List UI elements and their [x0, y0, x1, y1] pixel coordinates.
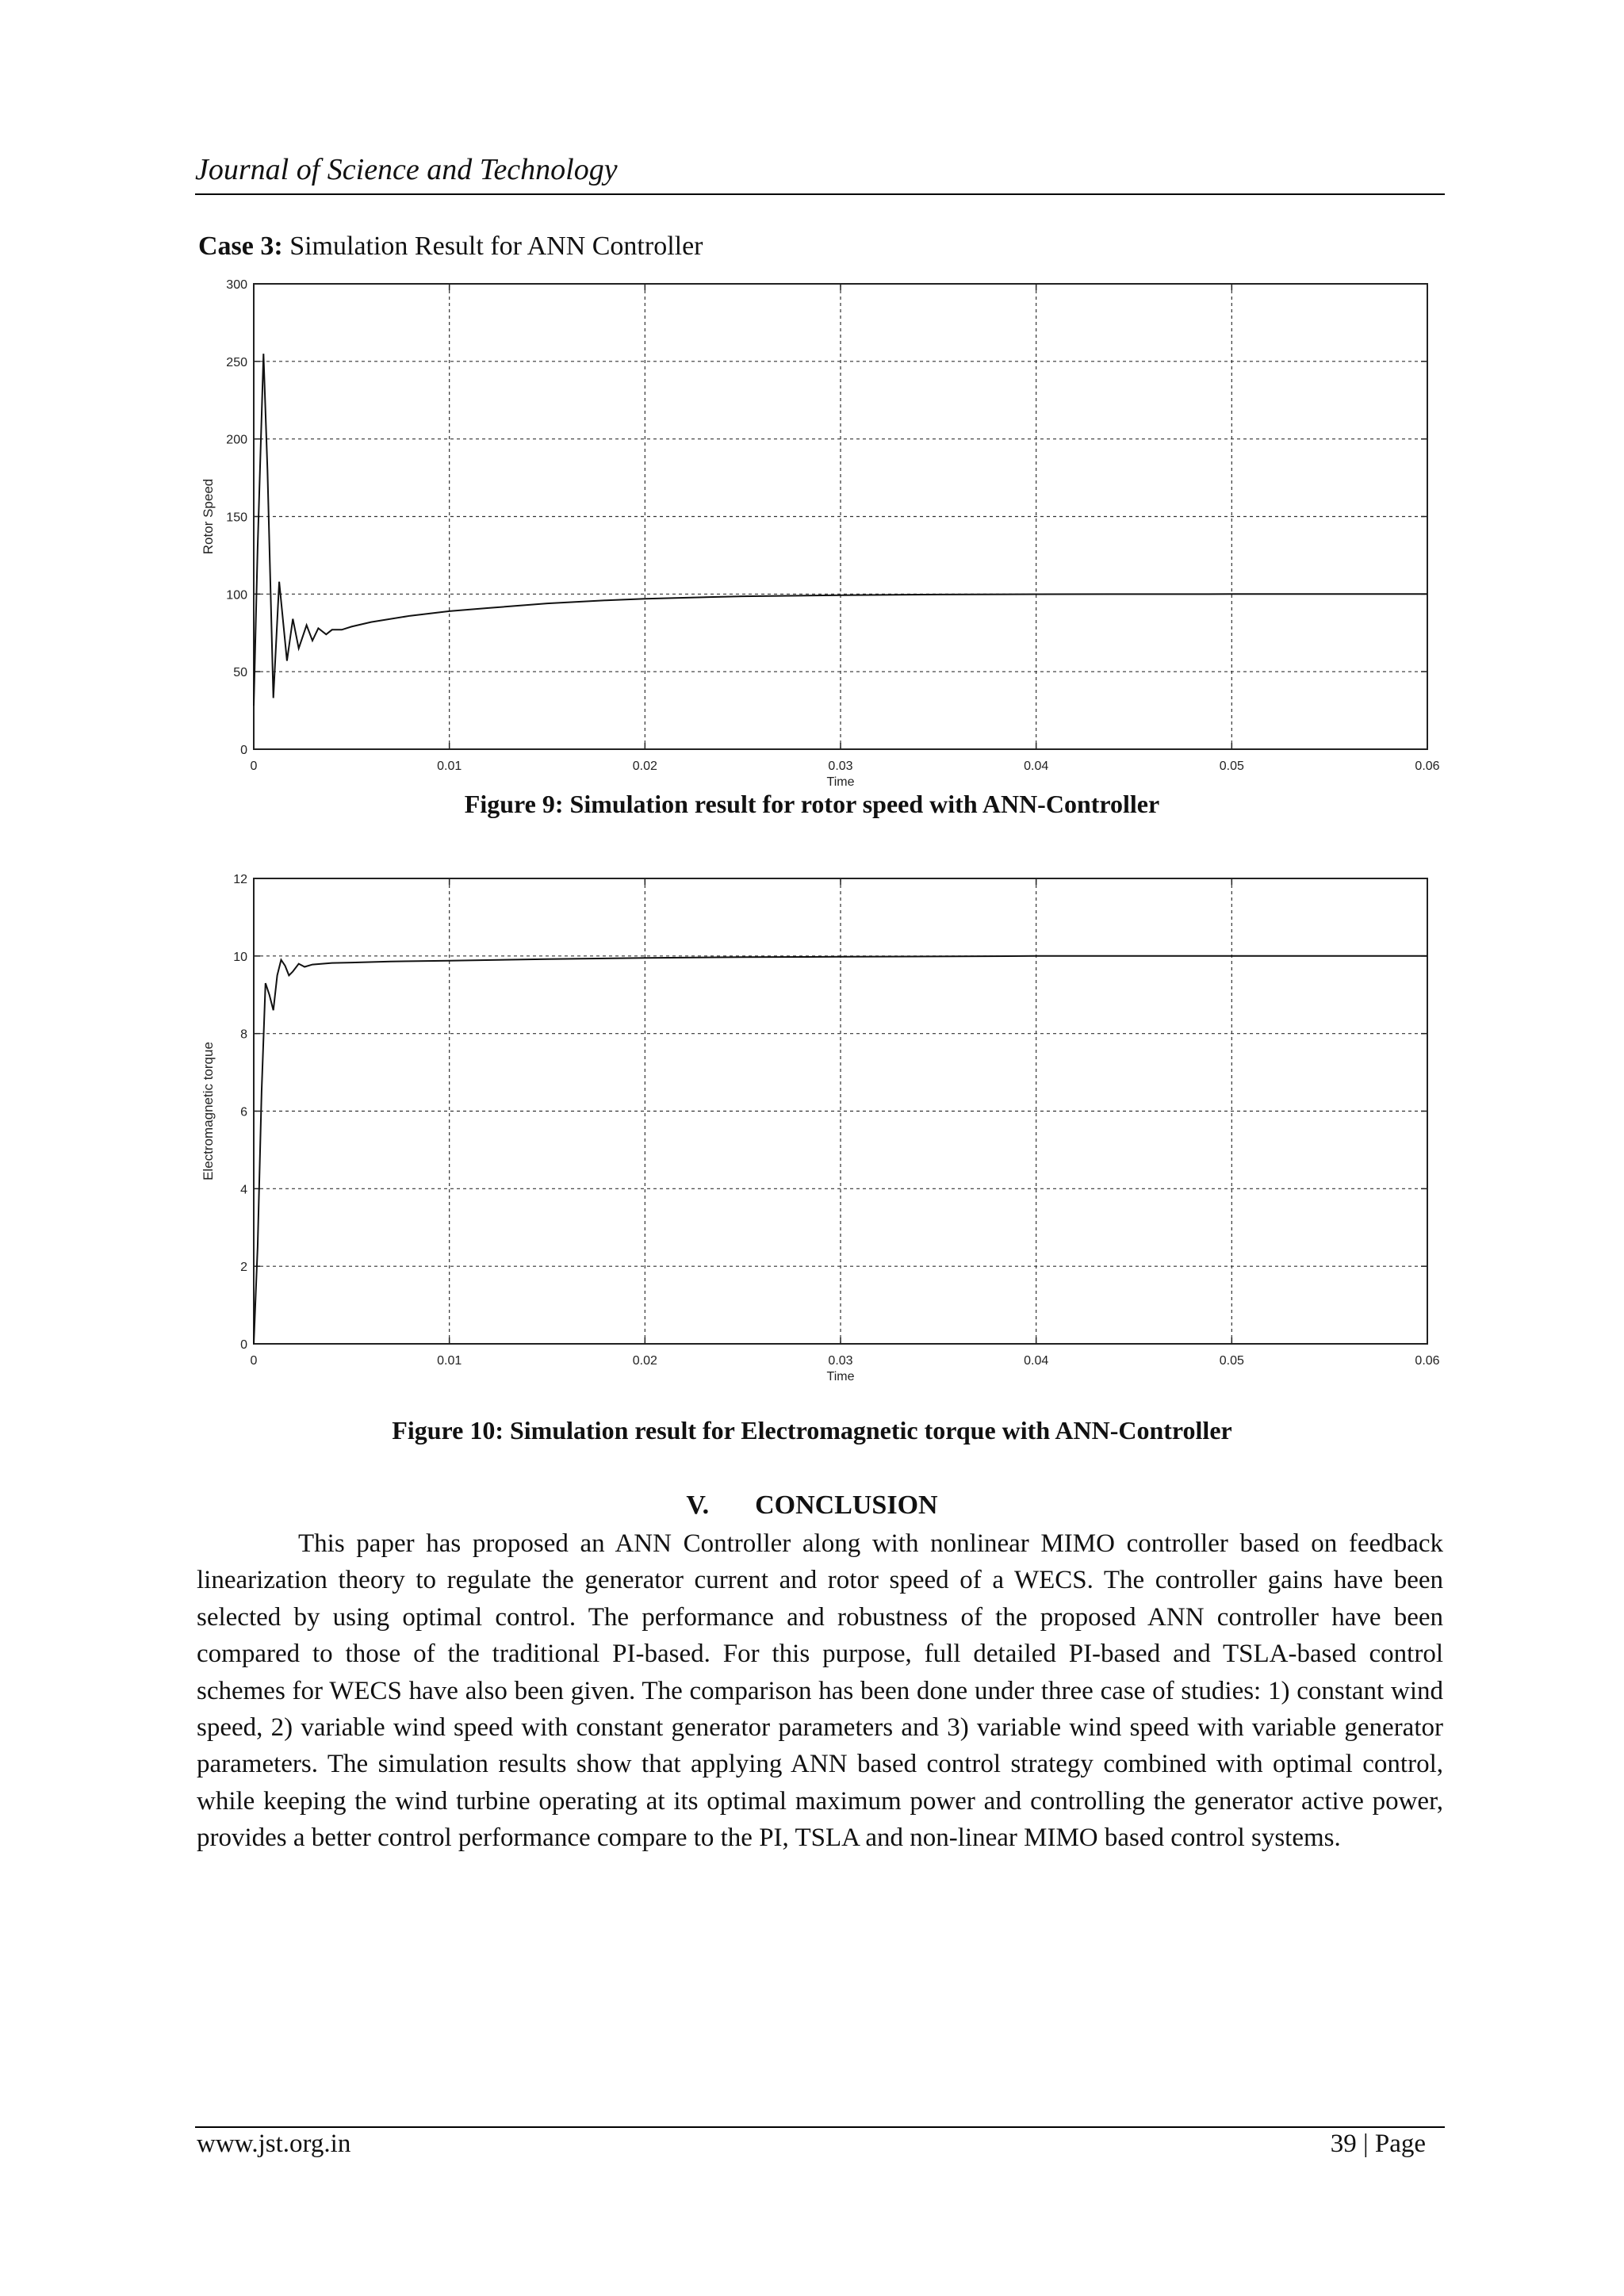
rotor-speed-x-tick-label: 0.03: [828, 760, 853, 773]
header-rule: [195, 193, 1445, 195]
rotor-speed-y-tick-label: 250: [226, 355, 247, 369]
torque-x-axis-label: Time: [826, 1370, 855, 1383]
footer-url: www.jst.org.in: [197, 2130, 351, 2158]
rotor-speed-x-tick-label: 0.04: [1024, 760, 1049, 773]
footer-rule: [195, 2126, 1445, 2128]
torque-y-tick-label: 6: [240, 1105, 247, 1119]
torque-y-tick-label: 10: [233, 950, 247, 964]
torque-y-tick-label: 4: [240, 1183, 247, 1197]
rotor-speed-chart: [190, 270, 1443, 793]
rotor-speed-x-tick-label: 0.06: [1415, 760, 1440, 773]
torque-y-tick-label: 12: [233, 873, 247, 886]
rotor-speed-y-tick-label: 300: [226, 278, 247, 292]
figure-10-caption: Figure 10: Simulation result for Electromagnetic torque with ANN-Controller: [392, 1416, 1232, 1445]
conclusion-paragraph: This paper has proposed an ANN Controller along with nonlinear MIMO controller based on feedback linearization theory to regulate the generator current and rotor speed of a WECS. The controller gains have been selected by using optimal control. The performance and robustness of the proposed ANN controller have been compared to those of the traditional PI-based. For this purpose, full detailed PI-based and TSLA-based control schemes for WECS have also been given. The comparison has been done under three case of studies: 1) constant wind speed, 2) variable wind speed with constant generator parameters and 3) variable wind speed with variable generator parameters. The simulation results show that applying ANN based control strategy combined with optimal control, while keeping the wind turbine operating at its optimal maximum power and controlling the generator active power, provides a better control performance compare to the PI, TSLA and non-linear MIMO based control systems.: [197, 1529, 1443, 1853]
torque-x-tick-label: 0.06: [1415, 1354, 1440, 1368]
rotor-speed-y-axis-label: Rotor Speed: [201, 478, 216, 555]
torque-chart: [190, 864, 1443, 1387]
journal-title: Journal of Science and Technology: [195, 153, 618, 186]
rotor-speed-y-tick-label: 150: [226, 511, 247, 525]
rotor-speed-x-tick-label: 0: [250, 760, 258, 773]
torque-y-tick-label: 8: [240, 1027, 247, 1042]
torque-x-tick-label: 0.05: [1219, 1354, 1244, 1368]
case-text: Simulation Result for ANN Controller: [282, 232, 703, 261]
torque-y-tick-label: 0: [240, 1338, 247, 1352]
torque-x-tick-label: 0.04: [1024, 1354, 1049, 1368]
section-title: CONCLUSION: [755, 1490, 938, 1520]
torque-y-tick-label: 2: [240, 1261, 247, 1275]
torque-x-tick-label: 0.02: [632, 1354, 657, 1368]
section-number: V.: [686, 1490, 710, 1520]
section-heading: [0, 1490, 1624, 1521]
torque-x-tick-label: 0.01: [437, 1354, 462, 1368]
rotor-speed-y-tick-label: 50: [233, 666, 247, 680]
torque-x-tick-label: 0: [250, 1354, 258, 1368]
case-label: Case 3:: [198, 232, 283, 261]
rotor-speed-y-tick-label: 200: [226, 433, 247, 447]
rotor-speed-y-tick-label: 100: [226, 588, 247, 603]
page-number: 39 | Page: [1330, 2130, 1426, 2158]
torque-x-tick-label: 0.03: [828, 1354, 853, 1368]
case-heading: [198, 232, 703, 262]
torque-y-axis-label: Electromagnetic torque: [201, 1042, 216, 1181]
rotor-speed-x-tick-label: 0.05: [1219, 760, 1244, 773]
rotor-speed-x-axis-label: Time: [826, 775, 855, 789]
rotor-speed-x-tick-label: 0.01: [437, 760, 462, 773]
figure-9-caption: Figure 9: Simulation result for rotor speed with ANN-Controller: [464, 790, 1160, 818]
rotor-speed-y-tick-label: 0: [240, 744, 247, 757]
rotor-speed-x-tick-label: 0.02: [632, 760, 657, 773]
